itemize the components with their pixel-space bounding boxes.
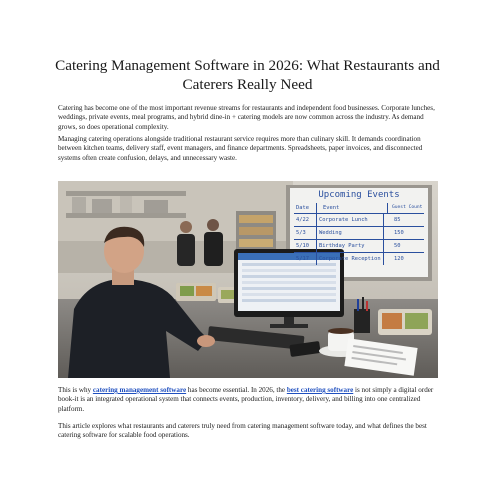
whiteboard-cell-guests: 120 [394, 256, 404, 262]
p3-text-a: This is why [58, 386, 93, 394]
whiteboard-row [294, 214, 424, 227]
whiteboard-cell-guests: 50 [394, 243, 401, 249]
essential-paragraph [58, 386, 440, 414]
whiteboard-cell-date: 4/22 [294, 214, 317, 226]
whiteboard-row [294, 227, 424, 240]
whiteboard-cell-date: 5/10 [294, 240, 317, 252]
whiteboard-header-row [294, 203, 424, 214]
whiteboard-table [294, 203, 424, 265]
whiteboard-cell-event: Corporate Reception [317, 253, 384, 265]
whiteboard-cell-event: Birthday Party [317, 240, 384, 252]
whiteboard-cell-event: Corporate Lunch [317, 214, 384, 226]
kitchen-office-photo [58, 181, 438, 378]
intro-paragraph: Catering has become one of the most important revenue streams for restaurants and independent food businesses. Corporate lunches, weddings, private events, meal programs, and hybrid dine-in + catering models are now common across the industry. As demand grows, so does operational complexity. [58, 104, 435, 131]
whiteboard-header-event: Event [317, 203, 388, 213]
whiteboard-row [294, 253, 424, 265]
p3-text-c: is not simply a digital order book-it is an integrated operational system that connects events, production, inventory, delivery, and billing into one centralized platform. [58, 386, 434, 413]
whiteboard-header-guests: Guest Count [392, 205, 423, 210]
whiteboard-cell-guests: 150 [394, 230, 404, 236]
article-title: Catering Management Software in 2026: What Restaurants and Caterers Really Need [55, 57, 440, 93]
whiteboard-cell-guests: 85 [394, 217, 401, 223]
whiteboard-cell-date: 5/3 [294, 227, 317, 239]
whiteboard-cell-event: Wedding [317, 227, 384, 239]
catering-management-software-link[interactable]: catering management software [92, 386, 187, 394]
whiteboard-cell-date: 5/17 [294, 253, 317, 265]
whiteboard-title: Upcoming Events [318, 190, 400, 200]
p3-text-b: has become essential. In 2026, the [186, 386, 287, 394]
best-catering-software-link[interactable]: best catering software [286, 386, 354, 394]
whiteboard [290, 188, 428, 277]
operations-paragraph: Managing catering operations alongside traditional restaurant service requires more than culinary skill. It demands coordination between kitchen teams, delivery staff, event managers, and finance departments. Spreadsheets, paper invoices, and disconnected systems often create confusion, delays, and unnecessary waste. [58, 135, 423, 162]
whiteboard-header-date: Date [294, 203, 317, 213]
whiteboard-row [294, 240, 424, 253]
summary-paragraph: This article explores what restaurants and caterers truly need from catering management software today, and what defines the best catering software for scalable food operations. [58, 422, 427, 440]
